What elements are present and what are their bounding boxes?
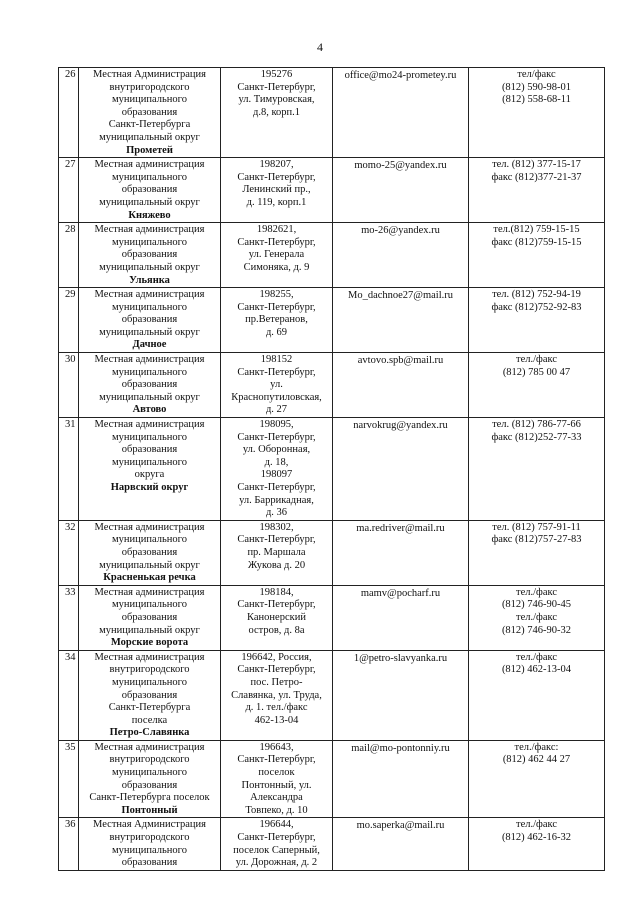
organization-cell [79, 740, 221, 818]
email-cell: Mo_dachnoe27@mail.ru [333, 288, 469, 353]
email-cell: mamv@pocharf.ru [333, 585, 469, 650]
table-row [59, 818, 605, 870]
email-cell: mo.saperka@mail.ru [333, 818, 469, 870]
table-row [59, 288, 605, 353]
email-cell: avtovo.spb@mail.ru [333, 353, 469, 418]
organization-cell [79, 585, 221, 650]
organization-text: Местная администрация муниципального образования муниципальный округ [94, 224, 205, 273]
district-name: Ульянка [129, 274, 170, 286]
table-row [59, 740, 605, 818]
row-number: 27 [59, 158, 79, 223]
address-cell: 198302, Санкт-Петербург, пр. Маршала Жукова д. 20 [221, 520, 333, 585]
table-row [59, 418, 605, 521]
address-cell: 196642, Россия, Санкт-Петербург, пос. Петро- Славянка, ул. Труда, д. 1. тел./факс 462-13-04 [221, 650, 333, 740]
address-cell: 1982621, Санкт-Петербург, ул. Генерала Симоняка, д. 9 [221, 223, 333, 288]
district-name: Прометей [126, 144, 173, 156]
row-number: 29 [59, 288, 79, 353]
table-row [59, 585, 605, 650]
organization-text: Местная администрация муниципального образования муниципальный округ [94, 354, 205, 403]
row-number: 35 [59, 740, 79, 818]
row-number: 31 [59, 418, 79, 521]
address-cell: 195276 Санкт-Петербург, ул. Тимуровская, д.8, корп.1 [221, 68, 333, 158]
district-name: Княжево [128, 209, 171, 221]
row-number: 34 [59, 650, 79, 740]
phone-cell: тел. (812) 377-15-17 факс (812)377-21-37 [469, 158, 605, 223]
row-number: 32 [59, 520, 79, 585]
organization-text: Местная Администрация внутригородского муниципального образования Санкт-Петербурга муниципальный округ [93, 69, 206, 143]
district-name: Автово [132, 404, 167, 416]
row-number: 28 [59, 223, 79, 288]
phone-cell: тел. (812) 752-94-19 факс (812)752-92-83 [469, 288, 605, 353]
email-cell: ma.redriver@mail.ru [333, 520, 469, 585]
phone-cell: тел. (812) 786-77-66 факс (812)252-77-33 [469, 418, 605, 521]
organization-cell [79, 650, 221, 740]
organization-cell [79, 520, 221, 585]
email-cell: mo-26@yandex.ru [333, 223, 469, 288]
address-cell: 198152 Санкт-Петербург, ул. Краснопутиловская, д. 27 [221, 353, 333, 418]
organization-cell [79, 353, 221, 418]
phone-cell: тел./факс (812) 462-13-04 [469, 650, 605, 740]
district-name: Красненькая речка [103, 572, 196, 584]
row-number: 33 [59, 585, 79, 650]
organization-text: Местная администрация муниципального образования муниципальный округ [94, 289, 205, 338]
municipal-administrations-table [58, 67, 605, 871]
organization-text: Местная администрация муниципального образования муниципальный округ [94, 586, 205, 636]
organization-text: Местная администрация внутригородского муниципального образования Санкт-Петербурга поселок [89, 741, 210, 804]
table-row [59, 353, 605, 418]
row-number: 30 [59, 353, 79, 418]
district-name: Петро-Славянка [109, 727, 190, 739]
district-name: Понтонный [121, 804, 178, 816]
organization-text: Местная администрация муниципального образования муниципального округа [94, 419, 205, 481]
district-name: Дачное [132, 339, 167, 351]
district-name: Нарвский округ [110, 482, 189, 493]
organization-text: Местная администрация муниципального образования муниципальный округ [94, 159, 205, 208]
phone-cell: тел./факс (812) 785 00 47 [469, 353, 605, 418]
address-cell: 198207, Санкт-Петербург, Ленинский пр., д. 119, корп.1 [221, 158, 333, 223]
address-cell: 196644, Санкт-Петербург, поселок Саперный, ул. Дорожная, д. 2 [221, 818, 333, 870]
table-row [59, 223, 605, 288]
table-row [59, 520, 605, 585]
phone-cell: тел. (812) 757-91-11 факс (812)757-27-83 [469, 520, 605, 585]
address-cell: 198095, Санкт-Петербург, ул. Оборонная, д. 18, 198097 Санкт-Петербург, ул. Баррикадная, д. 36 [221, 418, 333, 521]
organization-cell [79, 68, 221, 158]
phone-cell: тел./факс: (812) 462 44 27 [469, 740, 605, 818]
phone-cell: тел./факс (812) 746-90-45 тел./факс (812) 746-90-32 [469, 585, 605, 650]
phone-cell: тел./факс (812) 462-16-32 [469, 818, 605, 870]
organization-text: Местная администрация внутригородского муниципального образования Санкт-Петербурга поселка [94, 651, 205, 726]
organization-cell [79, 158, 221, 223]
table-row [59, 158, 605, 223]
organization-cell [79, 223, 221, 288]
page-number: 4 [317, 40, 323, 54]
district-name: Морские ворота [110, 637, 189, 649]
phone-cell: тел/факс (812) 590-98-01 (812) 558-68-11 [469, 68, 605, 158]
email-cell: 1@petro-slavyanka.ru [333, 650, 469, 740]
email-cell: momo-25@yandex.ru [333, 158, 469, 223]
organization-cell [79, 818, 221, 870]
email-cell: office@mo24-prometey.ru [333, 68, 469, 158]
row-number: 26 [59, 68, 79, 158]
phone-cell: тел.(812) 759-15-15 факс (812)759-15-15 [469, 223, 605, 288]
address-cell: 198184, Санкт-Петербург, Канонерский остров, д. 8а [221, 585, 333, 650]
email-cell: mail@mo-pontonniy.ru [333, 740, 469, 818]
organization-cell [79, 288, 221, 353]
table-row [59, 650, 605, 740]
address-cell: 198255, Санкт-Петербург, пр.Ветеранов, д. 69 [221, 288, 333, 353]
table-row [59, 68, 605, 158]
organization-text: Местная администрация муниципального образования муниципальный округ [94, 521, 205, 571]
address-cell: 196643, Санкт-Петербург, поселок Понтонный, ул. Александра Товпеко, д. 10 [221, 740, 333, 818]
email-cell: narvokrug@yandex.ru [333, 418, 469, 521]
row-number: 36 [59, 818, 79, 870]
organization-text: Местная Администрация внутригородского муниципального образования [93, 819, 206, 869]
organization-cell [79, 418, 221, 521]
